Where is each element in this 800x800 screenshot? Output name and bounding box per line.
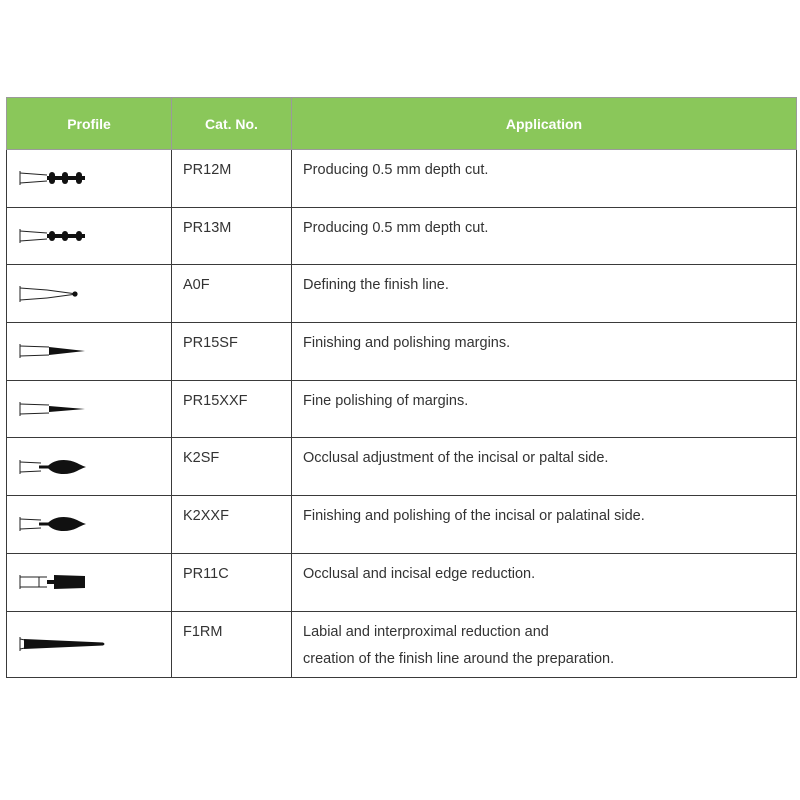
- table-row: [7, 438, 797, 496]
- needle-bur-icon: [19, 399, 89, 419]
- profile-cell: [7, 207, 172, 265]
- table-row: [7, 150, 797, 208]
- segmented-depth-cutter-bur-icon: [19, 168, 89, 188]
- profile-cell: [7, 611, 172, 677]
- ball-tip-bur-icon: [19, 284, 89, 304]
- profile-cell: [7, 265, 172, 323]
- cat-no-cell: K2XXF: [172, 496, 292, 554]
- table-row: [7, 553, 797, 611]
- application-cell: Occlusal adjustment of the incisal or paltal side.: [292, 438, 797, 496]
- segmented-depth-cutter-bur-icon: [19, 226, 89, 246]
- cat-no-cell: PR12M: [172, 150, 292, 208]
- header-application: Application: [292, 98, 797, 150]
- cat-no-cell: A0F: [172, 265, 292, 323]
- cat-no-cell: PR15XXF: [172, 380, 292, 438]
- cat-no-cell: PR15SF: [172, 323, 292, 381]
- header-cat-no: Cat. No.: [172, 98, 292, 150]
- table-row: [7, 496, 797, 554]
- profile-cell: [7, 150, 172, 208]
- application-cell: Labial and interproximal reduction and creation of the finish line around the preparation.: [292, 611, 797, 677]
- application-cell: Finishing and polishing of the incisal or palatinal side.: [292, 496, 797, 554]
- cat-no-cell: F1RM: [172, 611, 292, 677]
- cat-no-cell: K2SF: [172, 438, 292, 496]
- table-row: [7, 323, 797, 381]
- header-profile: Profile: [7, 98, 172, 150]
- profile-cell: [7, 323, 172, 381]
- profile-cell: [7, 438, 172, 496]
- application-cell: Fine polishing of margins.: [292, 380, 797, 438]
- profile-cell: [7, 380, 172, 438]
- table-row: [7, 611, 797, 677]
- bur-catalog-table: [6, 97, 797, 678]
- table-row: [7, 380, 797, 438]
- profile-cell: [7, 553, 172, 611]
- table-row: [7, 265, 797, 323]
- application-cell: Producing 0.5 mm depth cut.: [292, 207, 797, 265]
- application-cell: Producing 0.5 mm depth cut.: [292, 150, 797, 208]
- profile-cell: [7, 496, 172, 554]
- tapered-chamfer-bur-icon: [19, 632, 109, 656]
- flame-bur-icon: [19, 457, 89, 477]
- application-cell: Occlusal and incisal edge reduction.: [292, 553, 797, 611]
- application-cell: Defining the finish line.: [292, 265, 797, 323]
- needle-bur-icon: [19, 341, 89, 361]
- cylinder-bur-icon: [19, 572, 89, 592]
- application-cell: Finishing and polishing margins.: [292, 323, 797, 381]
- table-header-row: [7, 98, 797, 150]
- cat-no-cell: PR11C: [172, 553, 292, 611]
- cat-no-cell: PR13M: [172, 207, 292, 265]
- table-row: [7, 207, 797, 265]
- flame-bur-icon: [19, 514, 89, 534]
